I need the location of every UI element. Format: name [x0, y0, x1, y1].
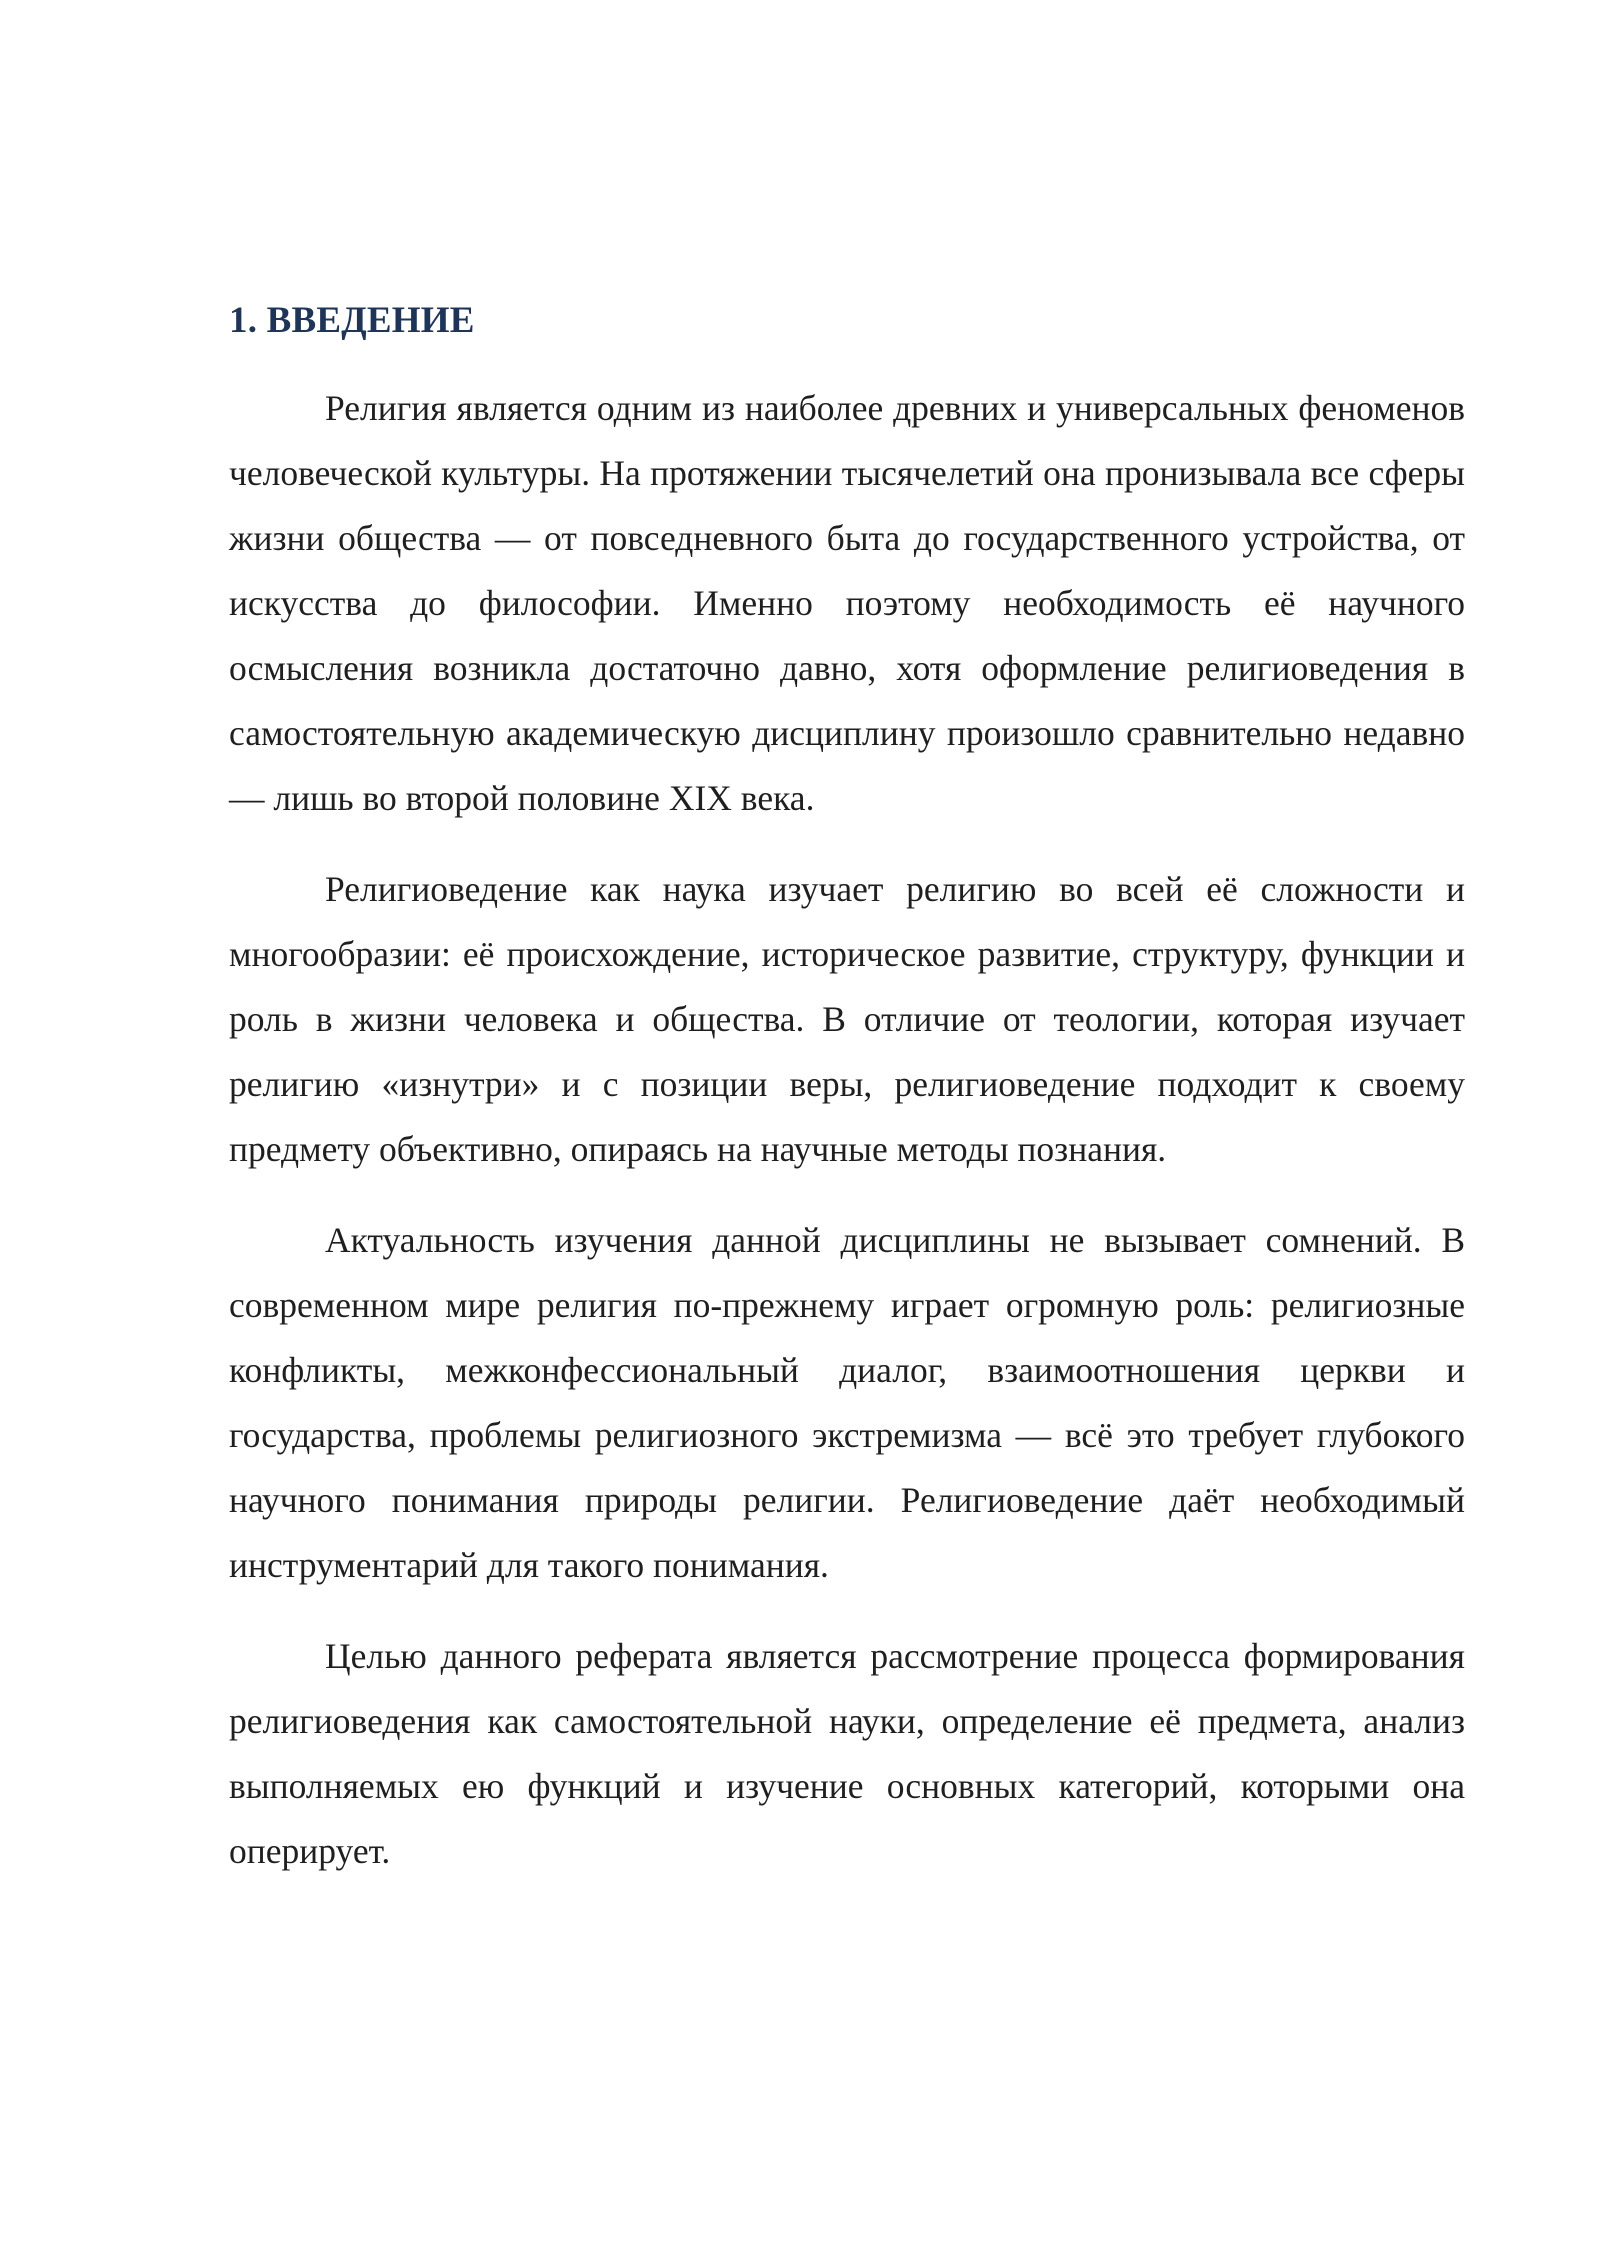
- paragraph-3: Актуальность изучения данной дисциплины не вызывает сомнений. В современном мире религия по-прежнему играет огромную роль: религиозные конфликты, межконфессиональный диалог, взаимоотношения церкви и государства, проблемы религиозного экстремизма — всё это требует глубокого научного понимания природы религии. Религиоведение даёт необходимый инструментарий для такого понимания.: [229, 1220, 1465, 1585]
- section-heading: 1. ВВЕДЕНИЕ: [229, 300, 475, 341]
- paragraph-1: Религия является одним из наиболее древних и универсальных феноменов человеческой культуры. На протяжении тысячелетий она пронизывала все сферы жизни общества — от повседневного быта до государственного устройства, от искусства до философии. Именно поэтому необходимость её научного осмысления возникла достаточно давно, хотя оформление религиоведения в самостоятельную академическую дисциплину произошло сравнительно недавно — лишь во второй половине XIX века.: [229, 388, 1465, 818]
- paragraph-4: Целью данного реферата является рассмотрение процесса формирования религиоведения как самостоятельной науки, определение её предмета, анализ выполняемых ею функций и изучение основных категорий, которыми она оперирует.: [229, 1636, 1465, 1871]
- paragraph-2: Религиоведение как наука изучает религию во всей её сложности и многообразии: её происхождение, историческое развитие, структуру, функции и роль в жизни человека и общества. В отличие от теологии, которая изучает религию «изнутри» и с позиции веры, религиоведение подходит к своему предмету объективно, опираясь на научные методы познания.: [229, 869, 1465, 1169]
- document-body: [229, 296, 1465, 1910]
